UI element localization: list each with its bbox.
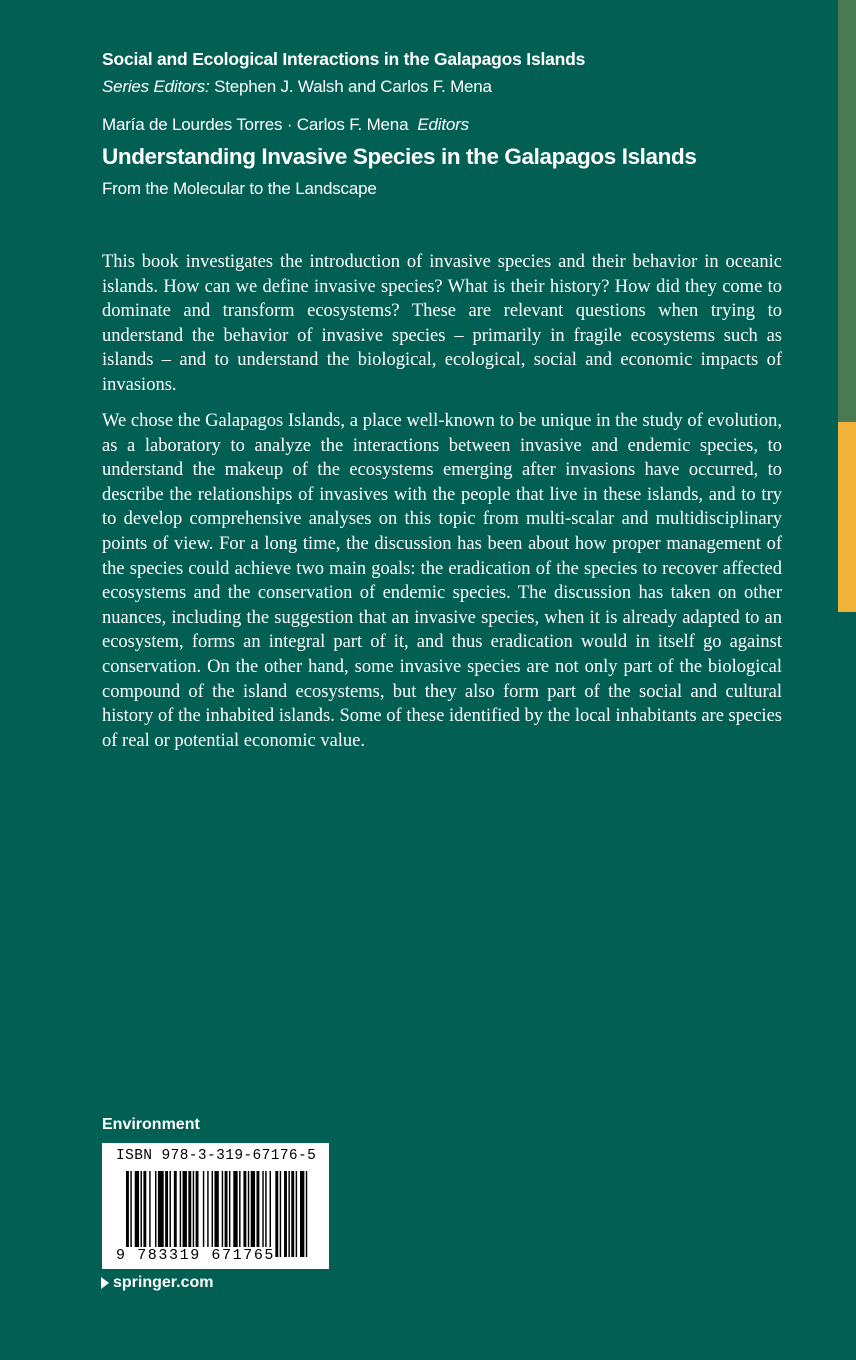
publisher-url[interactable]: springer.com [113,1274,214,1291]
series-title: Social and Ecological Interactions in the Galapagos Islands [102,49,586,69]
series-editors-label: Series Editors: [102,77,210,96]
isbn-label: ISBN 978-3-319-67176-5 [116,1148,317,1164]
spine-edge-orange [838,422,856,612]
subject-category: Environment [102,1116,200,1133]
description-paragraph-1: This book investigates the introduction of invasive species and their behavior in oceanic islands. How can we define invasive species? What is their history? How did they come to dominate and transform ecosystems? These are relevant questions when trying to understand the behavior of invasive species – primarily in fragile ecosystems such as islands – and to understand the biological, ecological, social and economic impacts of invasions. [102,252,782,395]
barcode-digits: 9 783319 671765 [116,1247,276,1264]
book-subtitle: From the Molecular to the Landscape [102,179,377,198]
series-editors-names: Stephen J. Walsh and Carlos F. Mena [214,77,492,96]
book-editors [102,115,469,135]
spine-edge-teal [838,612,856,1360]
description-paragraph-2: We chose the Galapagos Islands, a place well-known to be unique in the study of evolution, as a laboratory to analyze the interactions between invasive and endemic species, to understand the makeup of the ecosystems emerging after invasions have occurred, to describe the relationships of invasives with the people that live in these islands, and to try to develop comprehensive analyses on this topic from multi-scalar and multidisciplinary points of view. For a long time, the discussion has been about how proper management of the species could achieve two main goals: the eradication of the species to recover affected ecosystems and the conservation of endemic species. The discussion has taken on other nuances, including the suggestion that an invasive species, when it is already adapted to an ecosystem, forms an integral part of it, and thus eradication would in itself go against conservation. On the other hand, some invasive species are not only part of the biological compound of the island ecosystems, but they also form part of the social and cultural history of the inhabited islands. Some of these identified by the local inhabitants are species of real or potential economic value. [102,411,782,751]
book-editors-label: Editors [417,115,469,134]
publisher-link[interactable] [101,1274,213,1292]
book-title: Understanding Invasive Species in the Galapagos Islands [102,144,697,169]
spine-edge-green [838,0,856,422]
triangle-arrow-icon [101,1277,109,1289]
series-editors [102,77,492,97]
book-editors-names: María de Lourdes Torres · Carlos F. Mena [102,115,409,134]
isbn-barcode [102,1143,329,1269]
